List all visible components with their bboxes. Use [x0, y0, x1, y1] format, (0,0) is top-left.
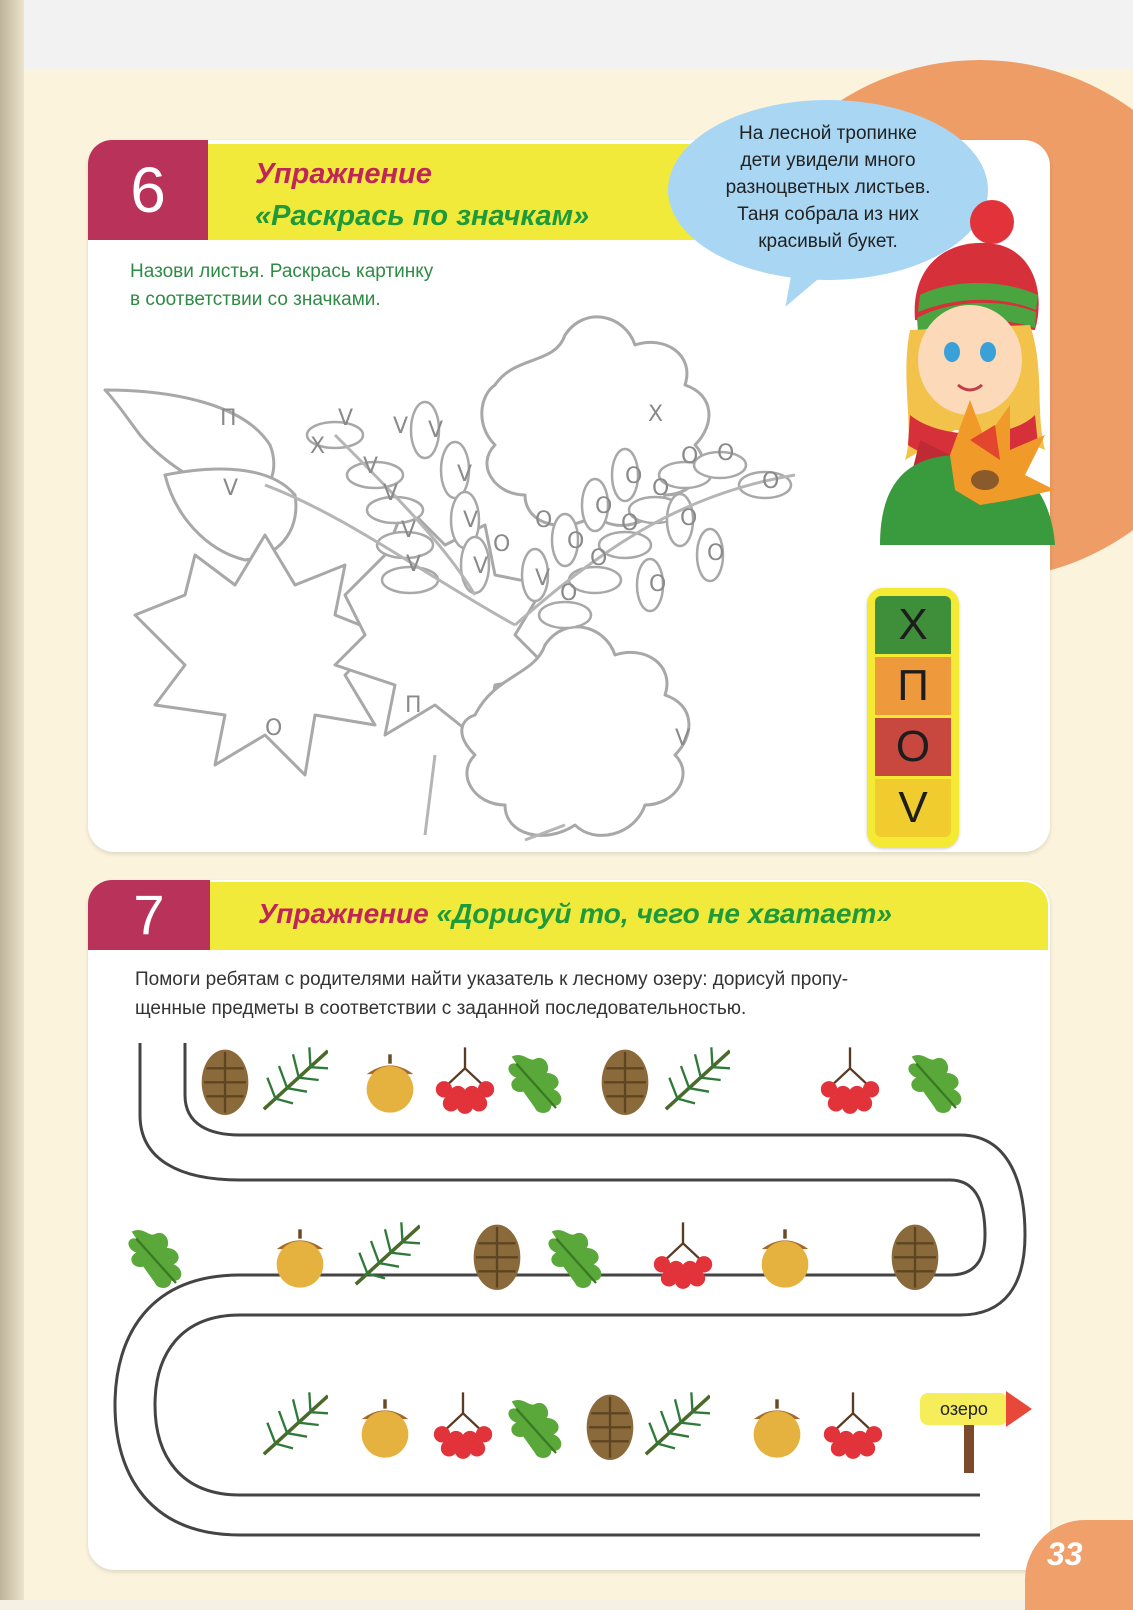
legend-symbol-p: П: [875, 657, 951, 715]
exercise-6-title-line2: «Раскрась по значкам»: [255, 200, 590, 232]
leaf-symbol-mark: О: [621, 511, 639, 536]
pine-cone-icon: [575, 1390, 645, 1465]
legend-symbol-v: V: [875, 779, 951, 837]
exercise-6-title-line1: Упражнение: [255, 158, 432, 190]
acorn-icon: [355, 1045, 425, 1120]
pine-cone-icon: [190, 1045, 260, 1120]
leaf-symbol-mark: О: [265, 716, 283, 741]
oak-leaf-icon: [120, 1220, 190, 1295]
bubble-line: разноцветных листьев.: [725, 177, 931, 198]
pine-branch-icon: [258, 1390, 328, 1465]
bubble-line: дети увидели много: [740, 150, 916, 171]
face-icon: [918, 305, 1022, 415]
leaf-symbol-mark: О: [625, 464, 643, 489]
leaf-symbol-mark: О: [762, 469, 780, 494]
acorn-icon: [265, 1220, 335, 1295]
leaf-symbol-mark: О: [493, 532, 511, 557]
leaf-symbol-mark: О: [707, 541, 725, 566]
pine-branch-icon: [258, 1045, 328, 1120]
pine-branch-icon: [350, 1220, 420, 1295]
rowan-berries-icon: [648, 1220, 718, 1295]
leaf-symbol-mark: Х: [648, 402, 664, 427]
sign-arrow-icon: [1006, 1391, 1032, 1427]
girl-with-bouquet-illustration: [860, 200, 1060, 545]
legend-symbol-o: О: [875, 718, 951, 776]
pine-cone-icon: [880, 1220, 950, 1295]
acorn-icon: [742, 1390, 812, 1465]
page-number: 33: [1047, 1536, 1083, 1572]
rowan-berries-icon: [428, 1390, 498, 1465]
bubble-line: Таня собрала из них: [737, 204, 919, 225]
leaf-symbol-mark: V: [406, 552, 422, 577]
leaf-symbol-mark: П: [220, 406, 237, 431]
leaf-symbol-mark: V: [463, 508, 479, 533]
leaf-symbol-mark: V: [223, 476, 239, 501]
pine-cone-icon: [590, 1045, 660, 1120]
exercise-7-title-prefix: Упражнение: [258, 898, 429, 929]
instruction-line: Назови листья. Раскрась картинку: [130, 261, 434, 282]
leaf-symbol-mark: О: [590, 546, 608, 571]
pine-branch-icon: [640, 1390, 710, 1465]
leaf-symbol-mark: О: [595, 494, 613, 519]
instruction-line: в соответствии со значками.: [130, 289, 381, 310]
rowan-berries-icon: [430, 1045, 500, 1120]
leaf-symbol-mark: V: [675, 726, 691, 751]
pine-cone-icon: [462, 1220, 532, 1295]
leaf-symbol-mark: О: [560, 581, 578, 606]
instruction-line: щенные предметы в соответствии с заданной последовательностью.: [135, 998, 747, 1019]
leaf-symbol-mark: V: [393, 414, 409, 439]
hat-pompom-icon: [970, 200, 1014, 244]
exercise-7-title-main: «Дорисуй то, чего не хватает»: [436, 898, 892, 929]
acorn-icon: [750, 1220, 820, 1295]
leaf-symbol-mark: О: [649, 572, 667, 597]
page-binding: [0, 0, 24, 1600]
bubble-line: На лесной тропинке: [739, 123, 917, 144]
oak-leaf-icon: [500, 1045, 570, 1120]
oak-leaf-icon: [540, 1220, 610, 1295]
symbol-color-legend: [867, 588, 959, 848]
exercise-7-title: [258, 898, 892, 930]
exercise-7-number: 7: [88, 880, 210, 950]
exercise-6-number: 6: [88, 140, 208, 240]
leaf-symbol-mark: V: [535, 566, 551, 591]
legend-symbol-x: Х: [875, 596, 951, 654]
leaf-symbol-mark: О: [681, 444, 699, 469]
oak-leaf-icon: [900, 1045, 970, 1120]
leaf-symbol-mark: V: [363, 454, 379, 479]
acorn-icon: [350, 1390, 420, 1465]
leaf-symbol-mark: V: [428, 418, 444, 443]
leaf-symbol-mark: П: [405, 693, 422, 718]
bubble-line: красивый букет.: [758, 231, 898, 252]
leaf-symbol-mark: О: [652, 476, 670, 501]
leaf-symbol-mark: Х: [310, 434, 326, 459]
leaf-symbol-mark: V: [457, 462, 473, 487]
lake-sign-label: озеро: [920, 1393, 1008, 1425]
rowan-berries-icon: [818, 1390, 888, 1465]
rowan-berries-icon: [815, 1045, 885, 1120]
leaf-symbol-mark: V: [401, 518, 417, 543]
exercise-7-instruction: [135, 965, 848, 1023]
branch-stem: [425, 755, 435, 835]
leaves-coloring-picture[interactable]: [95, 295, 865, 845]
leaf-symbol-mark: О: [567, 529, 585, 554]
oak-leaf-icon: [500, 1390, 570, 1465]
instruction-line: Помоги ребятам с родителями найти указатель к лесному озеру: дорисуй пропу-: [135, 969, 849, 990]
sign-post: [964, 1425, 974, 1473]
leaf-symbol-mark: V: [473, 554, 489, 579]
leaf-symbol-mark: О: [535, 508, 553, 533]
leaf-symbol-mark: V: [338, 406, 354, 431]
leaf-symbol-mark: О: [680, 506, 698, 531]
leaf-symbol-mark: V: [383, 481, 399, 506]
leaf-symbol-mark: О: [717, 441, 735, 466]
pine-branch-icon: [660, 1045, 730, 1120]
